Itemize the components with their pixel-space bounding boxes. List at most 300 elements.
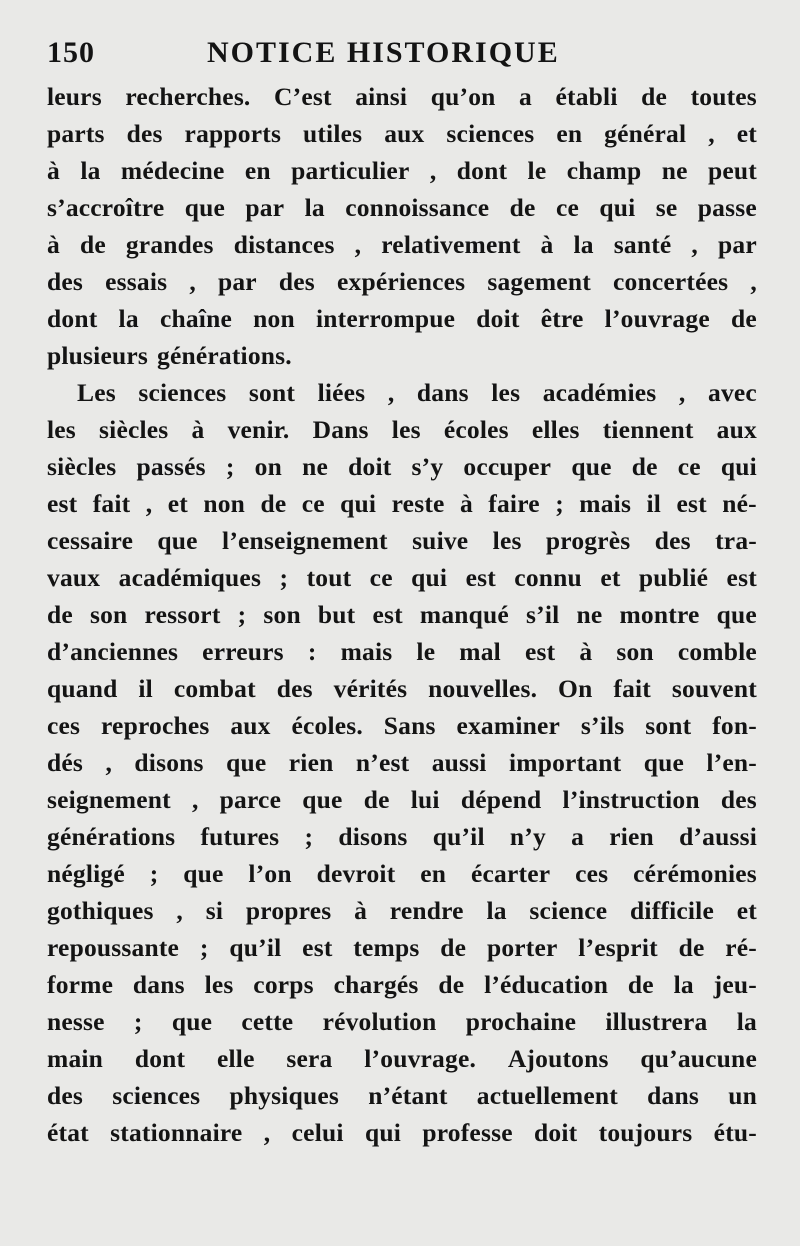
text-line: [47, 485, 757, 522]
word: siècles: [99, 415, 169, 444]
word: passés: [136, 452, 206, 481]
word: qu’il: [432, 822, 485, 851]
word: plusieurs: [47, 341, 148, 370]
word: celui: [291, 1118, 344, 1147]
word: a: [519, 82, 532, 111]
word: l’on: [248, 859, 292, 888]
word: dans: [132, 970, 185, 999]
word: médecine: [120, 156, 225, 185]
word: suive: [412, 526, 469, 555]
word: à: [459, 489, 473, 518]
word: fon-: [712, 711, 757, 740]
word: est: [524, 637, 556, 666]
word: important: [509, 748, 622, 777]
word: ce: [677, 452, 701, 481]
text-line: [47, 337, 757, 374]
word: la: [573, 230, 594, 259]
word: aux: [230, 711, 271, 740]
word: rien: [609, 822, 654, 851]
word: ,: [387, 378, 395, 407]
word: s’accroître: [47, 193, 165, 222]
text-line: [47, 559, 757, 596]
word: santé: [613, 230, 672, 259]
word: des: [278, 267, 315, 296]
word: disons: [134, 748, 204, 777]
word: interrompue: [315, 304, 456, 333]
word: expériences: [337, 267, 466, 296]
word: ressort: [144, 600, 221, 629]
word: cette: [241, 1007, 294, 1036]
word: avec: [708, 378, 757, 407]
word: la: [486, 896, 507, 925]
word: tout: [306, 563, 352, 592]
page-header: [47, 36, 757, 80]
word: dés: [47, 748, 84, 777]
word: et: [167, 489, 188, 518]
word: grandes: [125, 230, 214, 259]
word: l’esprit: [578, 933, 658, 962]
word: Les: [77, 378, 116, 407]
word: venir.: [227, 415, 290, 444]
word: distances: [233, 230, 335, 259]
word: Ajoutons: [507, 1044, 609, 1073]
word: sont: [645, 711, 692, 740]
word: rien: [288, 748, 334, 777]
word: écarter: [471, 859, 551, 888]
word: l’éducation: [484, 970, 609, 999]
word: combat: [173, 674, 256, 703]
word: en: [244, 156, 271, 185]
word: il: [138, 674, 153, 703]
word: ,: [263, 1118, 271, 1147]
word: fait: [92, 489, 131, 518]
word: illustrera: [605, 1007, 708, 1036]
word: ;: [225, 452, 235, 481]
text-line: [47, 374, 757, 411]
text-line: [47, 966, 757, 1003]
word: à: [540, 230, 554, 259]
word: des: [654, 526, 691, 555]
word: passe: [697, 193, 757, 222]
word: sagement: [487, 267, 591, 296]
word: repoussante: [47, 933, 180, 962]
word: qui: [599, 193, 636, 222]
word: connu: [514, 563, 582, 592]
word: académies: [542, 378, 657, 407]
word: seignement: [47, 785, 171, 814]
word: prochaine: [465, 1007, 577, 1036]
word: général: [604, 119, 687, 148]
word: est: [726, 563, 757, 592]
text-line: [47, 929, 757, 966]
text-line: [47, 522, 757, 559]
word: ,: [429, 156, 437, 185]
word: recherches.: [125, 82, 251, 111]
word: et: [736, 896, 757, 925]
word: de: [631, 452, 658, 481]
word: établi: [555, 82, 618, 111]
word: nouvelles.: [428, 674, 538, 703]
word: que: [226, 748, 267, 777]
text-line: [47, 411, 757, 448]
text-line: [47, 818, 757, 855]
text-line: [47, 226, 757, 263]
word: ,: [105, 748, 113, 777]
word: temps: [353, 933, 420, 962]
word: son: [89, 600, 128, 629]
text-line: [47, 189, 757, 226]
word: de: [627, 970, 654, 999]
word: la: [736, 1007, 757, 1036]
word: ;: [199, 933, 209, 962]
word: tra-: [715, 526, 757, 555]
word: siècles: [47, 452, 117, 481]
word: des: [720, 785, 757, 814]
text-line: [47, 448, 757, 485]
text-line: [47, 300, 757, 337]
word: vaux: [47, 563, 101, 592]
word: ce: [369, 563, 393, 592]
word: reste: [391, 489, 445, 518]
word: et: [600, 563, 621, 592]
word: forme: [47, 970, 114, 999]
word: qu’il: [229, 933, 282, 962]
word: ainsi: [355, 82, 408, 111]
word: qu’on: [430, 82, 496, 111]
word: dans: [647, 1081, 699, 1110]
word: nesse: [47, 1007, 105, 1036]
word: On: [558, 674, 593, 703]
word: ,: [678, 378, 686, 407]
word: on: [254, 452, 282, 481]
word: le: [527, 156, 547, 185]
word: est: [47, 489, 78, 518]
word: tiennent: [602, 415, 694, 444]
word: sciences: [138, 378, 227, 407]
word: par: [718, 230, 757, 259]
word: état: [47, 1118, 89, 1147]
word: aussi: [431, 748, 487, 777]
word: l’en-: [706, 748, 757, 777]
word: montre: [619, 600, 700, 629]
word: gothiques: [47, 896, 154, 925]
word: cessaire: [47, 526, 134, 555]
running-title: NOTICE HISTORIQUE: [207, 36, 560, 69]
word: ,: [750, 267, 757, 296]
word: ce: [301, 489, 325, 518]
word: toutes: [690, 82, 757, 111]
word: s’il: [526, 600, 560, 629]
word: corps: [253, 970, 314, 999]
word: à: [579, 637, 593, 666]
word: mais: [579, 489, 632, 518]
word: de: [363, 785, 390, 814]
word: ne: [661, 156, 688, 185]
word: la: [304, 193, 325, 222]
word: des: [126, 119, 163, 148]
word: est: [302, 933, 333, 962]
word: ,: [708, 119, 715, 148]
word: toujours: [598, 1118, 693, 1147]
word: faire: [488, 489, 540, 518]
word: utiles: [302, 119, 363, 148]
word: ,: [145, 489, 153, 518]
word: de: [79, 230, 106, 259]
word: né-: [722, 489, 757, 518]
word: reproches: [101, 711, 210, 740]
word: d’anciennes: [47, 637, 179, 666]
word: parts: [47, 119, 105, 148]
word: de: [440, 933, 467, 962]
word: mais: [340, 637, 393, 666]
word: non: [253, 304, 295, 333]
word: doit: [476, 304, 520, 333]
word: lui: [410, 785, 440, 814]
word: devroit: [316, 859, 396, 888]
word: rapports: [184, 119, 282, 148]
word: générations: [47, 822, 176, 851]
word: est: [676, 489, 707, 518]
word: ces: [575, 859, 609, 888]
word: de: [47, 600, 73, 629]
word: stationnaire: [110, 1118, 243, 1147]
text-line: [47, 1040, 757, 1077]
word: ne: [576, 600, 603, 629]
word: aux: [716, 415, 757, 444]
word: l’enseignement: [222, 526, 388, 555]
word: mal: [459, 637, 501, 666]
word: n’étant: [368, 1081, 448, 1110]
word: par: [217, 267, 257, 296]
text-line: [47, 892, 757, 929]
word: que: [643, 748, 684, 777]
word: ,: [354, 230, 362, 259]
word: erreurs: [202, 637, 284, 666]
word: les: [491, 378, 521, 407]
word: manqué: [419, 600, 509, 629]
word: dépend: [460, 785, 542, 814]
word: :: [307, 637, 317, 666]
word: physiques: [229, 1081, 339, 1110]
word: de: [641, 82, 668, 111]
text-line: [47, 1077, 757, 1114]
word: occuper: [463, 452, 552, 481]
word: dans: [416, 378, 469, 407]
word: que: [302, 785, 343, 814]
word: en: [556, 119, 583, 148]
word: la: [673, 970, 694, 999]
word: leurs: [47, 82, 102, 111]
word: quand: [47, 674, 118, 703]
word: but: [317, 600, 356, 629]
word: professe: [422, 1118, 513, 1147]
word: à: [354, 896, 368, 925]
word: cérémonies: [633, 859, 757, 888]
word: en: [420, 859, 447, 888]
word: particulier: [291, 156, 410, 185]
word: sciences: [112, 1081, 201, 1110]
text-line: [47, 263, 757, 300]
word: et: [736, 119, 757, 148]
word: ,: [176, 896, 183, 925]
word: la: [118, 304, 139, 333]
text-line: [47, 633, 757, 670]
word: être: [540, 304, 584, 333]
word: est: [465, 563, 496, 592]
word: essais: [105, 267, 168, 296]
word: dont: [456, 156, 508, 185]
word: que: [157, 526, 198, 555]
word: les: [204, 970, 234, 999]
word: ;: [555, 489, 564, 518]
word: futures: [200, 822, 280, 851]
word: l’ouvrage.: [364, 1044, 477, 1073]
word: se: [655, 193, 678, 222]
word: révolution: [322, 1007, 437, 1036]
word: difficile: [630, 896, 714, 925]
word: main: [47, 1044, 104, 1073]
word: à: [191, 415, 205, 444]
word: ;: [279, 563, 289, 592]
word: dont: [134, 1044, 186, 1073]
word: ré-: [725, 933, 757, 962]
word: fait: [613, 674, 651, 703]
word: que: [571, 452, 612, 481]
word: Dans: [312, 415, 369, 444]
word: que: [171, 1007, 213, 1036]
word: chargés: [333, 970, 419, 999]
word: écoles.: [291, 711, 363, 740]
word: que: [184, 193, 226, 222]
word: par: [245, 193, 285, 222]
word: doit: [348, 452, 392, 481]
word: l’ouvrage: [604, 304, 710, 333]
text-line: [47, 855, 757, 892]
text-line: [47, 707, 757, 744]
word: porter: [486, 933, 558, 962]
word: son: [263, 600, 301, 629]
word: a: [571, 822, 585, 851]
word: l’instruction: [562, 785, 700, 814]
text-line: [47, 115, 757, 152]
word: les: [492, 526, 522, 555]
word: s’ils: [580, 711, 625, 740]
word: ;: [149, 859, 159, 888]
word: à: [47, 230, 60, 259]
word: des: [47, 1081, 84, 1110]
text-line: [47, 781, 757, 818]
word: de: [260, 489, 287, 518]
word: de: [438, 970, 465, 999]
word: sont: [248, 378, 296, 407]
word: elle: [217, 1044, 255, 1073]
word: à: [47, 156, 60, 185]
text-line: [47, 152, 757, 189]
word: il: [646, 489, 662, 518]
word: elles: [531, 415, 580, 444]
text-line: [47, 1114, 757, 1151]
word: ce: [555, 193, 579, 222]
word: la: [80, 156, 101, 185]
word: disons: [338, 822, 408, 851]
word: de: [731, 304, 757, 333]
word: doit: [534, 1118, 578, 1147]
word: ,: [189, 267, 196, 296]
word: comble: [677, 637, 757, 666]
word: liées: [317, 378, 366, 407]
text-line: [47, 1003, 757, 1040]
word: connoissance: [345, 193, 490, 222]
word: progrès: [545, 526, 631, 555]
word: de: [678, 933, 705, 962]
word: sera: [286, 1044, 333, 1073]
word: si: [205, 896, 224, 925]
word: peut: [708, 156, 757, 185]
word: ;: [237, 600, 247, 629]
word: est: [372, 600, 403, 629]
word: générations.: [157, 341, 292, 370]
word: aux: [384, 119, 425, 148]
word: souvent: [671, 674, 757, 703]
word: le: [416, 637, 436, 666]
word: les: [391, 415, 421, 444]
page-number: 150: [47, 36, 95, 69]
word: rendre: [389, 896, 464, 925]
word: ;: [133, 1007, 143, 1036]
word: qui: [720, 452, 757, 481]
word: étu-: [713, 1118, 757, 1147]
word: négligé: [47, 859, 125, 888]
word: science: [529, 896, 608, 925]
word: non: [203, 489, 246, 518]
word: Sans: [383, 711, 436, 740]
word: qui: [340, 489, 377, 518]
word: propres: [245, 896, 332, 925]
word: de: [509, 193, 536, 222]
word: qui: [411, 563, 448, 592]
word: ;: [304, 822, 314, 851]
word: ne: [302, 452, 328, 481]
word: ,: [191, 785, 199, 814]
word: s’y: [411, 452, 444, 481]
word: n’est: [355, 748, 410, 777]
word: qu’aucune: [640, 1044, 757, 1073]
word: d’aussi: [679, 822, 757, 851]
word: actuellement: [476, 1081, 618, 1110]
word: chaîne: [159, 304, 232, 333]
word: qui: [364, 1118, 402, 1147]
word: que: [183, 859, 224, 888]
word: académiques: [118, 563, 262, 592]
word: C’est: [274, 82, 332, 111]
word: écoles: [443, 415, 509, 444]
text-line: [47, 670, 757, 707]
word: ces: [47, 711, 81, 740]
word: des: [276, 674, 313, 703]
word: les: [47, 415, 76, 444]
word: champ: [566, 156, 642, 185]
word: sciences: [446, 119, 535, 148]
word: des: [47, 267, 84, 296]
word: relativement: [381, 230, 521, 259]
word: n’y: [509, 822, 546, 851]
text-line: [47, 596, 757, 633]
text-line: [47, 78, 757, 115]
word: son: [616, 637, 654, 666]
word: que: [716, 600, 757, 629]
word: parce: [219, 785, 282, 814]
word: concertées: [612, 267, 729, 296]
